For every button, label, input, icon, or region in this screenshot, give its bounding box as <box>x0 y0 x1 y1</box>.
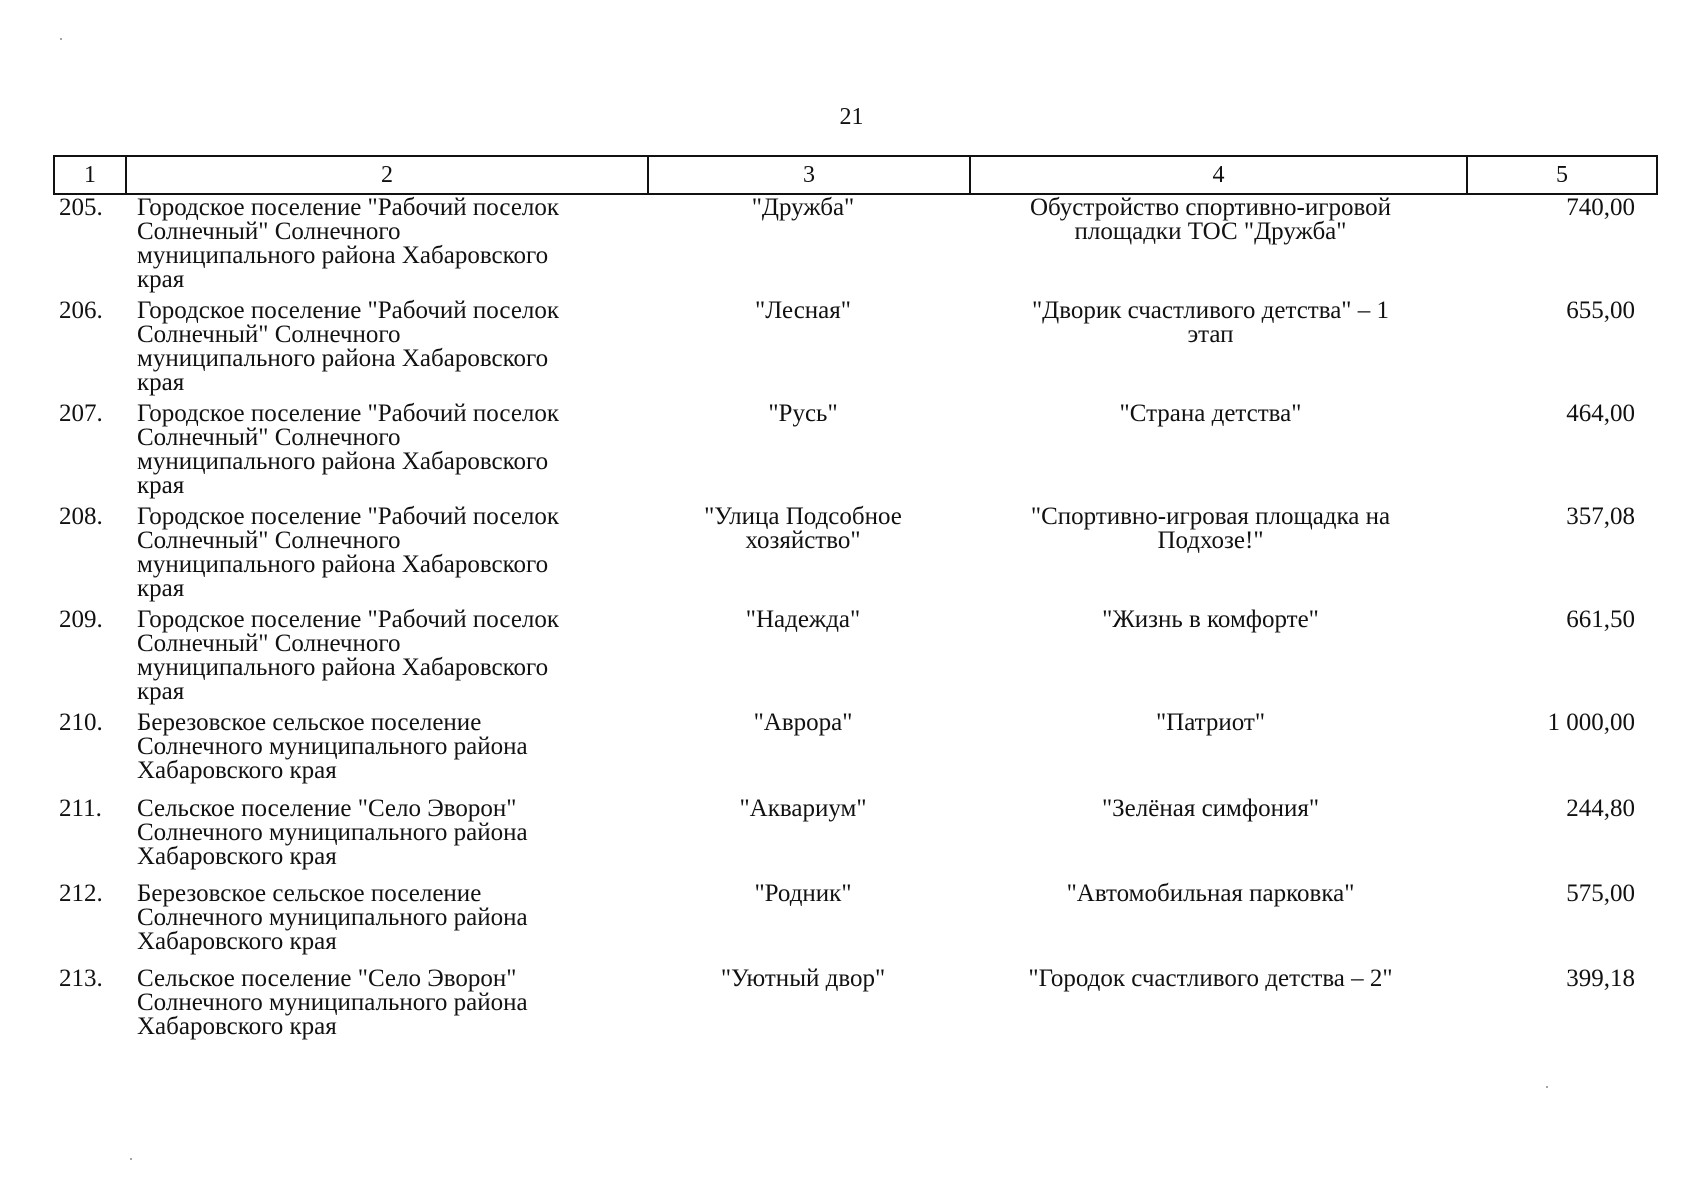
row-number: 211. <box>59 795 102 822</box>
project-name <box>963 882 1458 906</box>
settlement-name-line: Солнечный" Солнечного <box>137 527 401 554</box>
project-name <box>963 505 1458 553</box>
settlement-name <box>137 711 637 783</box>
scan-speck <box>130 1158 132 1160</box>
tos-name-line: хозяйство" <box>745 527 861 554</box>
scan-speck <box>1546 1086 1548 1088</box>
tos-name-line: "Лесная" <box>755 297 851 324</box>
project-name-line: Обустройство спортивно-игровой <box>1029 194 1392 221</box>
settlement-name-line: края <box>137 575 185 602</box>
project-name <box>963 797 1458 821</box>
tos-name <box>643 299 963 323</box>
settlement-name-line: края <box>137 678 185 705</box>
project-name-line: "Автомобильная парковка" <box>1066 880 1355 907</box>
settlement-name-line: Березовское сельское поселение <box>137 880 482 907</box>
page-number: 21 <box>839 104 864 130</box>
column-header-3: 3 <box>648 156 970 194</box>
row-number: 205. <box>59 194 103 221</box>
settlement-name-line: Городское поселение "Рабочий поселок <box>137 606 560 633</box>
project-name <box>963 196 1458 244</box>
amount: 1 000,00 <box>1547 709 1635 736</box>
column-header-4: 4 <box>970 156 1467 194</box>
project-name-line: "Зелёная симфония" <box>1101 795 1320 822</box>
project-name <box>963 299 1458 347</box>
tos-name-line: "Русь" <box>768 400 838 427</box>
project-name-line: площадки ТОС "Дружба" <box>1074 218 1347 245</box>
project-name-line: этап <box>1187 321 1234 348</box>
tos-name-line: "Уютный двор" <box>720 965 886 992</box>
tos-name <box>643 196 963 220</box>
project-name-line: "Спортивно-игровая площадка на <box>1030 503 1391 530</box>
row-number: 209. <box>59 606 103 633</box>
amount: 575,00 <box>1566 880 1635 907</box>
settlement-name-line: края <box>137 369 185 396</box>
project-name-line: "Страна детства" <box>1119 400 1302 427</box>
column-header-1: 1 <box>54 156 126 194</box>
settlement-name-line: Хабаровского края <box>137 928 337 955</box>
settlement-name-line: Солнечного муниципального района <box>137 989 528 1016</box>
settlement-name <box>137 967 637 1039</box>
tos-name-line: "Улица Подсобное <box>704 503 902 530</box>
row-number: 206. <box>59 297 103 324</box>
tos-name-line: "Аквариум" <box>739 795 867 822</box>
tos-name <box>643 505 963 553</box>
row-number: 208. <box>59 503 103 530</box>
settlement-name-line: муниципального района Хабаровского <box>137 242 549 269</box>
project-name <box>963 402 1458 426</box>
settlement-name-line: края <box>137 472 185 499</box>
row-number: 213. <box>59 965 103 992</box>
project-name-line: "Городок счастливого детства – 2" <box>1028 965 1393 992</box>
settlement-name-line: Солнечный" Солнечного <box>137 630 401 657</box>
amount: 740,00 <box>1566 194 1635 221</box>
settlement-name-line: Городское поселение "Рабочий поселок <box>137 503 560 530</box>
settlement-name <box>137 299 637 395</box>
settlement-name-line: края <box>137 266 185 293</box>
amount: 244,80 <box>1566 795 1635 822</box>
settlement-name-line: Березовское сельское поселение <box>137 709 482 736</box>
row-number: 210. <box>59 709 103 736</box>
row-number: 207. <box>59 400 103 427</box>
amount: 399,18 <box>1566 965 1635 992</box>
settlement-name-line: Солнечный" Солнечного <box>137 218 401 245</box>
settlement-name-line: муниципального района Хабаровского <box>137 654 549 681</box>
project-name <box>963 967 1458 991</box>
project-name-line: Подхозе!" <box>1157 527 1264 554</box>
amount: 655,00 <box>1566 297 1635 324</box>
settlement-name-line: Хабаровского края <box>137 1013 337 1040</box>
settlement-name <box>137 402 637 498</box>
amount: 357,08 <box>1566 503 1635 530</box>
tos-name <box>643 711 963 735</box>
settlement-name-line: Хабаровского края <box>137 843 337 870</box>
settlement-name <box>137 196 637 292</box>
settlement-name-line: Солнечного муниципального района <box>137 733 528 760</box>
amount: 661,50 <box>1566 606 1635 633</box>
tos-name-line: "Надежда" <box>745 606 861 633</box>
project-name <box>963 711 1458 735</box>
settlement-name-line: Сельское поселение "Село Эворон" <box>137 795 517 822</box>
column-header-5: 5 <box>1467 156 1657 194</box>
settlement-name <box>137 797 637 869</box>
settlement-name-line: Солнечный" Солнечного <box>137 424 401 451</box>
tos-name <box>643 402 963 426</box>
scan-speck <box>60 38 62 40</box>
settlement-name-line: Солнечного муниципального района <box>137 819 528 846</box>
settlement-name-line: Сельское поселение "Село Эворон" <box>137 965 517 992</box>
tos-name-line: "Аврора" <box>753 709 853 736</box>
tos-name-line: "Дружба" <box>751 194 855 221</box>
project-name-line: "Жизнь в комфорте" <box>1102 606 1319 633</box>
settlement-name <box>137 505 637 601</box>
tos-name <box>643 967 963 991</box>
column-header-2: 2 <box>126 156 648 194</box>
tos-name-line: "Родник" <box>754 880 852 907</box>
amount: 464,00 <box>1566 400 1635 427</box>
settlement-name-line: Городское поселение "Рабочий поселок <box>137 194 560 221</box>
settlement-name-line: Хабаровского края <box>137 757 337 784</box>
project-name <box>963 608 1458 632</box>
project-name-line: "Патриот" <box>1155 709 1266 736</box>
row-number: 212. <box>59 880 103 907</box>
settlement-name-line: Солнечного муниципального района <box>137 904 528 931</box>
settlement-name-line: Солнечный" Солнечного <box>137 321 401 348</box>
project-name-line: "Дворик счастливого детства" – 1 <box>1031 297 1390 324</box>
settlement-name-line: Городское поселение "Рабочий поселок <box>137 400 560 427</box>
tos-name <box>643 608 963 632</box>
tos-name <box>643 797 963 821</box>
column-header-row <box>53 155 1658 195</box>
settlement-name-line: Городское поселение "Рабочий поселок <box>137 297 560 324</box>
settlement-name-line: муниципального района Хабаровского <box>137 551 549 578</box>
settlement-name <box>137 882 637 954</box>
settlement-name-line: муниципального района Хабаровского <box>137 448 549 475</box>
settlement-name <box>137 608 637 704</box>
settlement-name-line: муниципального района Хабаровского <box>137 345 549 372</box>
tos-name <box>643 882 963 906</box>
